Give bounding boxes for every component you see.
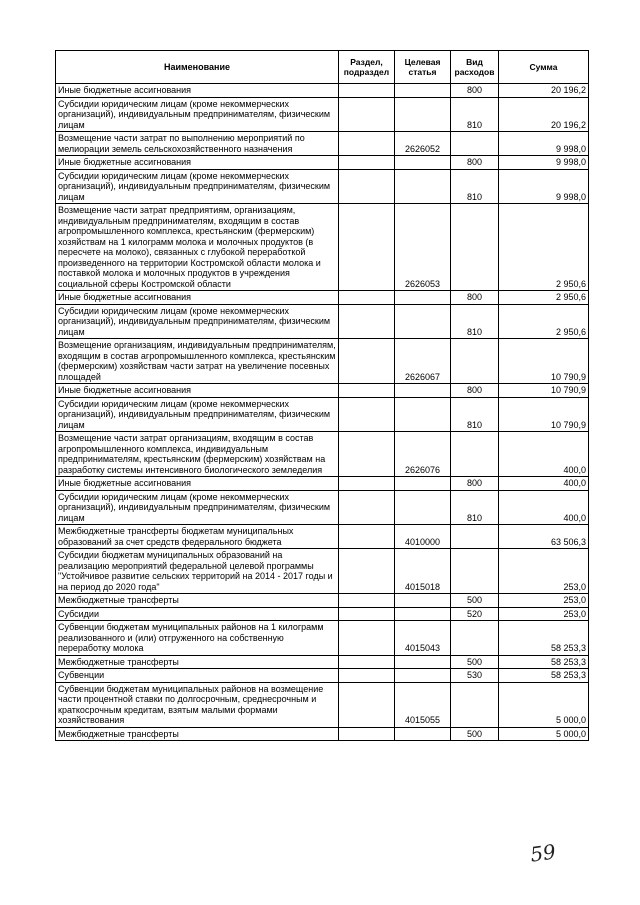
table-row	[56, 477, 589, 491]
cell-name: Субсидии бюджетам муниципальных образований на реализацию мероприятий федеральной целевой программы "Устойчивое развитие сельских территорий на 2014 - 2017 годы и на период до 2020 года"	[56, 549, 339, 594]
cell-target: 2626067	[395, 339, 451, 384]
cell-amount: 5 000,0	[499, 727, 589, 741]
cell-section	[339, 525, 395, 549]
cell-name: Субсидии юридическим лицам (кроме некоммерческих организаций), индивидуальным предпринимателям, физическим лицам	[56, 490, 339, 525]
cell-name: Субвенции	[56, 669, 339, 683]
header-section: Раздел, подраздел	[339, 51, 395, 84]
cell-target	[395, 169, 451, 204]
cell-section	[339, 549, 395, 594]
cell-section	[339, 84, 395, 98]
table-row	[56, 339, 589, 384]
cell-amount: 400,0	[499, 477, 589, 491]
cell-name: Возмещение части затрат предприятиям, организациям, индивидуальным предпринимателям, входящим в состав агропромышленного комплекса, крестьянским (фермерским) хозяйствам на 1 килограмм молока и молочных продуктов (в пересчете на молоко), связанных с глубокой переработкой произведенного на территории Костромской области молока и поставкой молока и молочных продуктов в учреждения социальной сферы Костромской области	[56, 204, 339, 291]
cell-target: 4015043	[395, 621, 451, 656]
header-expense-type: Вид расходов	[451, 51, 499, 84]
table-row	[56, 727, 589, 741]
cell-target	[395, 304, 451, 339]
cell-expense-type: 810	[451, 304, 499, 339]
cell-section	[339, 97, 395, 132]
cell-target	[395, 477, 451, 491]
cell-section	[339, 594, 395, 608]
table-row	[56, 397, 589, 432]
table-row	[56, 169, 589, 204]
cell-amount: 2 950,6	[499, 291, 589, 305]
cell-amount: 2 950,6	[499, 204, 589, 291]
cell-section	[339, 132, 395, 156]
cell-amount: 5 000,0	[499, 682, 589, 727]
cell-amount: 10 790,9	[499, 339, 589, 384]
table-row	[56, 655, 589, 669]
cell-section	[339, 339, 395, 384]
cell-amount: 9 998,0	[499, 169, 589, 204]
cell-section	[339, 490, 395, 525]
cell-target	[395, 156, 451, 170]
cell-amount: 253,0	[499, 549, 589, 594]
cell-name: Межбюджетные трансферты	[56, 655, 339, 669]
cell-target	[395, 655, 451, 669]
cell-amount: 10 790,9	[499, 384, 589, 398]
cell-target: 4010000	[395, 525, 451, 549]
cell-target	[395, 607, 451, 621]
cell-name: Иные бюджетные ассигнования	[56, 84, 339, 98]
table-row	[56, 490, 589, 525]
cell-section	[339, 477, 395, 491]
table-row	[56, 549, 589, 594]
table-body	[56, 84, 589, 741]
table-row	[56, 132, 589, 156]
cell-target	[395, 490, 451, 525]
cell-expense-type	[451, 525, 499, 549]
cell-section	[339, 432, 395, 477]
table-row	[56, 525, 589, 549]
table-row	[56, 204, 589, 291]
cell-name: Субсидии юридическим лицам (кроме некоммерческих организаций), индивидуальным предпринимателям, физическим лицам	[56, 169, 339, 204]
cell-amount: 58 253,3	[499, 621, 589, 656]
cell-name: Иные бюджетные ассигнования	[56, 291, 339, 305]
table-row	[56, 156, 589, 170]
cell-expense-type: 800	[451, 384, 499, 398]
cell-target	[395, 84, 451, 98]
cell-expense-type: 800	[451, 84, 499, 98]
cell-amount: 20 196,2	[499, 84, 589, 98]
table-row	[56, 84, 589, 98]
cell-amount: 400,0	[499, 432, 589, 477]
cell-section	[339, 291, 395, 305]
table-row	[56, 621, 589, 656]
cell-expense-type: 500	[451, 655, 499, 669]
cell-amount: 2 950,6	[499, 304, 589, 339]
cell-section	[339, 607, 395, 621]
cell-expense-type: 810	[451, 490, 499, 525]
cell-name: Субсидии юридическим лицам (кроме некоммерческих организаций), индивидуальным предпринимателям, физическим лицам	[56, 97, 339, 132]
cell-expense-type	[451, 549, 499, 594]
cell-name: Межбюджетные трансферты	[56, 727, 339, 741]
cell-expense-type: 810	[451, 169, 499, 204]
cell-name: Возмещение организациям, индивидуальным предпринимателям, входящим в состав агропромышленного комплекса, крестьянским (фермерским) хозяйствам части затрат на увеличение посевных площадей	[56, 339, 339, 384]
cell-amount: 58 253,3	[499, 669, 589, 683]
cell-expense-type	[451, 204, 499, 291]
cell-expense-type: 800	[451, 477, 499, 491]
cell-amount: 63 506,3	[499, 525, 589, 549]
cell-amount: 10 790,9	[499, 397, 589, 432]
cell-name: Иные бюджетные ассигнования	[56, 384, 339, 398]
table-row	[56, 669, 589, 683]
table-row	[56, 607, 589, 621]
cell-name: Возмещение части затрат организациям, входящим в состав агропромышленного комплекса, индивидуальным предпринимателям, крестьянским (фермерским) хозяйствам на разработку системы интенсивного биологического земледелия	[56, 432, 339, 477]
table-row	[56, 384, 589, 398]
cell-target	[395, 97, 451, 132]
cell-expense-type: 800	[451, 291, 499, 305]
cell-expense-type: 520	[451, 607, 499, 621]
cell-section	[339, 156, 395, 170]
cell-amount: 9 998,0	[499, 132, 589, 156]
cell-name: Возмещение части затрат по выполнению мероприятий по мелиорации земель сельскохозяйственного назначения	[56, 132, 339, 156]
table-row	[56, 304, 589, 339]
cell-expense-type	[451, 132, 499, 156]
header-target: Целевая статья	[395, 51, 451, 84]
cell-section	[339, 169, 395, 204]
cell-expense-type: 810	[451, 397, 499, 432]
table-row	[56, 682, 589, 727]
table-row	[56, 594, 589, 608]
cell-expense-type	[451, 339, 499, 384]
cell-target: 4015018	[395, 549, 451, 594]
cell-amount: 253,0	[499, 607, 589, 621]
cell-target: 2626053	[395, 204, 451, 291]
cell-section	[339, 655, 395, 669]
cell-name: Межбюджетные трансферты	[56, 594, 339, 608]
header-name: Наименование	[56, 51, 339, 84]
cell-amount: 400,0	[499, 490, 589, 525]
cell-target	[395, 594, 451, 608]
cell-name: Межбюджетные трансферты бюджетам муниципальных образований за счет средств федерального бюджета	[56, 525, 339, 549]
table-header-row	[56, 51, 589, 84]
cell-expense-type	[451, 432, 499, 477]
cell-target: 2626076	[395, 432, 451, 477]
cell-expense-type: 500	[451, 727, 499, 741]
cell-section	[339, 621, 395, 656]
cell-expense-type: 810	[451, 97, 499, 132]
cell-section	[339, 682, 395, 727]
table-row	[56, 432, 589, 477]
cell-amount: 253,0	[499, 594, 589, 608]
cell-section	[339, 669, 395, 683]
cell-expense-type: 500	[451, 594, 499, 608]
cell-name: Иные бюджетные ассигнования	[56, 477, 339, 491]
cell-name: Субвенции бюджетам муниципальных районов на 1 килограмм реализованного и (или) отгруженного на собственную переработку молока	[56, 621, 339, 656]
cell-amount: 9 998,0	[499, 156, 589, 170]
cell-name: Субсидии юридическим лицам (кроме некоммерческих организаций), индивидуальным предпринимателям, физическим лицам	[56, 304, 339, 339]
cell-name: Субсидии	[56, 607, 339, 621]
cell-name: Субсидии юридическим лицам (кроме некоммерческих организаций), индивидуальным предпринимателям, физическим лицам	[56, 397, 339, 432]
cell-expense-type	[451, 621, 499, 656]
page-number: 59	[528, 839, 558, 867]
cell-amount: 20 196,2	[499, 97, 589, 132]
cell-section	[339, 397, 395, 432]
table-row	[56, 291, 589, 305]
cell-target	[395, 669, 451, 683]
cell-expense-type: 800	[451, 156, 499, 170]
cell-expense-type: 530	[451, 669, 499, 683]
cell-target: 2626052	[395, 132, 451, 156]
header-amount: Сумма	[499, 51, 589, 84]
cell-name: Иные бюджетные ассигнования	[56, 156, 339, 170]
cell-section	[339, 204, 395, 291]
table-row	[56, 97, 589, 132]
cell-target	[395, 384, 451, 398]
cell-name: Субвенции бюджетам муниципальных районов на возмещение части процентной ставки по долгосрочным, среднесрочным и краткосрочным кредитам, взятым малыми формами хозяйствования	[56, 682, 339, 727]
cell-section	[339, 384, 395, 398]
cell-target: 4015055	[395, 682, 451, 727]
cell-section	[339, 304, 395, 339]
cell-target	[395, 397, 451, 432]
cell-expense-type	[451, 682, 499, 727]
cell-amount: 58 253,3	[499, 655, 589, 669]
document-page	[55, 50, 588, 741]
cell-section	[339, 727, 395, 741]
budget-table	[55, 50, 589, 741]
cell-target	[395, 291, 451, 305]
cell-target	[395, 727, 451, 741]
